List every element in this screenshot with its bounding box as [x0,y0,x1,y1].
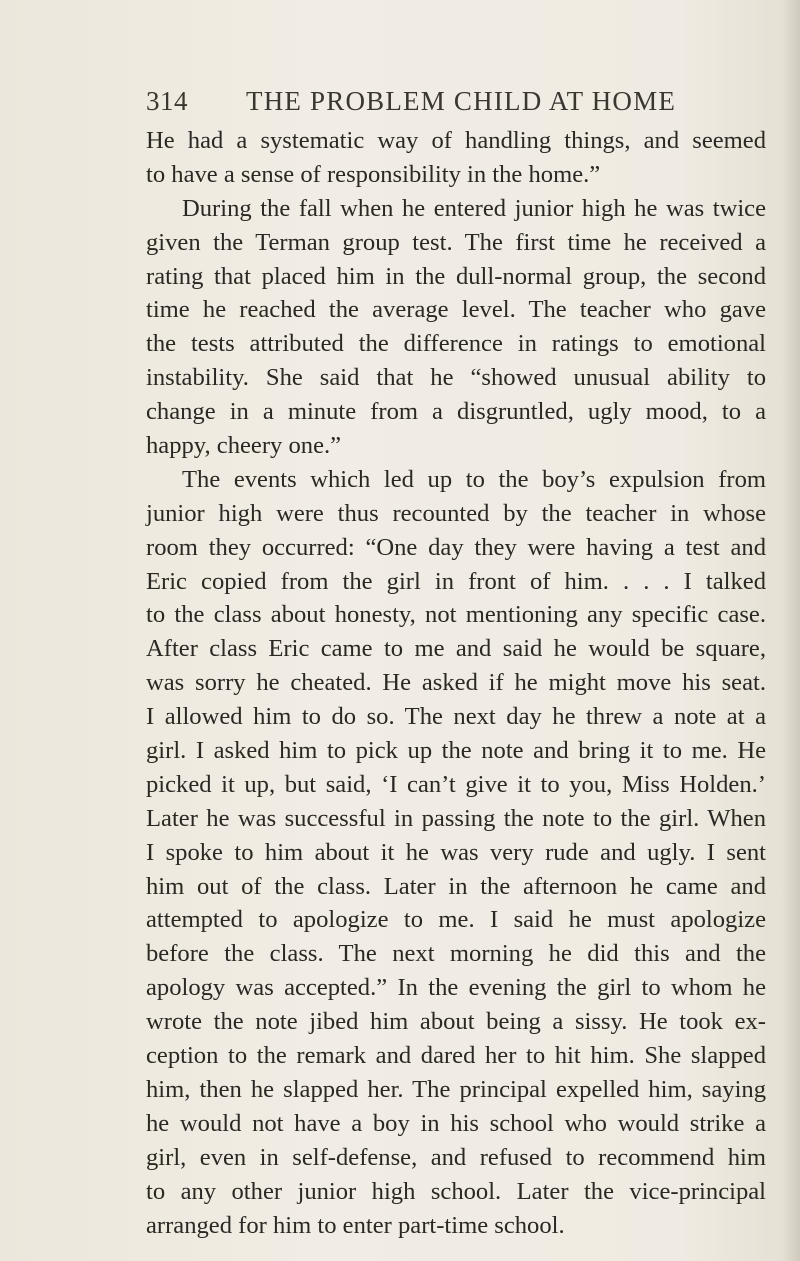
text-line: arranged for him to enter part-time school. [146,1211,565,1239]
text-line: wrote the note jibed him about being a sissy. He took ex- [146,1008,766,1036]
text-line: room they occurred: “One day they were having a test and [146,533,766,561]
text-line: instability. She said that he “showed unusual ability to [146,364,766,392]
page-number: 314 [146,86,188,116]
text-line: girl, even in self-defense, and refused to recommend him [146,1143,766,1171]
text-line: Later he was successful in passing the note to the girl. When [146,804,766,832]
text-line: he would not have a boy in his school who would strike a [146,1109,766,1137]
text-line: He had a systematic way of handling things, and seemed [146,127,766,154]
text-line: happy, cheery one.” [146,432,342,460]
text-line: girl. I asked him to pick up the note and bring it to me. He [146,737,766,765]
body-text [146,124,766,1242]
text-line: After class Eric came to me and said he would be square, [146,635,766,663]
text-line: picked it up, but said, ‘I can’t give it to you, Miss Holden.’ [146,770,766,798]
text-line: Eric copied from the girl in front of him. . . . I talked [146,567,766,595]
text-line: the tests attributed the difference in ratings to emotional [146,330,766,358]
text-line: time he reached the average level. The teacher who gave [146,296,766,324]
text-line: change in a minute from a disgruntled, ugly mood, to a [146,398,766,426]
text-line: to the class about honesty, not mentioning any specific case. [146,601,766,629]
text-line: I spoke to him about it he was very rude and ugly. I sent [146,838,766,866]
text-line: apology was accepted.” In the evening the girl to whom he [146,974,766,1002]
text-line: was sorry he cheated. He asked if he might move his seat. [146,669,766,697]
text-line: junior high were thus recounted by the teacher in whose [146,499,766,527]
text-line: During the fall when he entered junior high he was twice [182,194,766,222]
text-line: The events which led up to the boy’s expulsion from [182,465,766,493]
running-head [146,86,766,126]
text-line: before the class. The next morning he did this and the [146,940,766,968]
text-line: rating that placed him in the dull-normal group, the second [146,262,766,290]
page-edge-shadow [782,0,800,1261]
text-line: attempted to apologize to me. I said he must apologize [146,906,766,934]
text-line: him out of the class. Later in the afternoon he came and [146,872,766,900]
text-line: given the Terman group test. The first time he received a [146,228,766,256]
text-line: to have a sense of responsibility in the home.” [146,160,601,188]
text-line: I allowed him to do so. The next day he threw a note at a [146,703,766,731]
text-line: him, then he slapped her. The principal expelled him, saying [146,1075,766,1103]
text-line: ception to the remark and dared her to hit him. She slapped [146,1042,766,1070]
text-line: to any other junior high school. Later the vice-principal [146,1177,766,1205]
running-title: THE PROBLEM CHILD AT HOME [246,86,677,116]
